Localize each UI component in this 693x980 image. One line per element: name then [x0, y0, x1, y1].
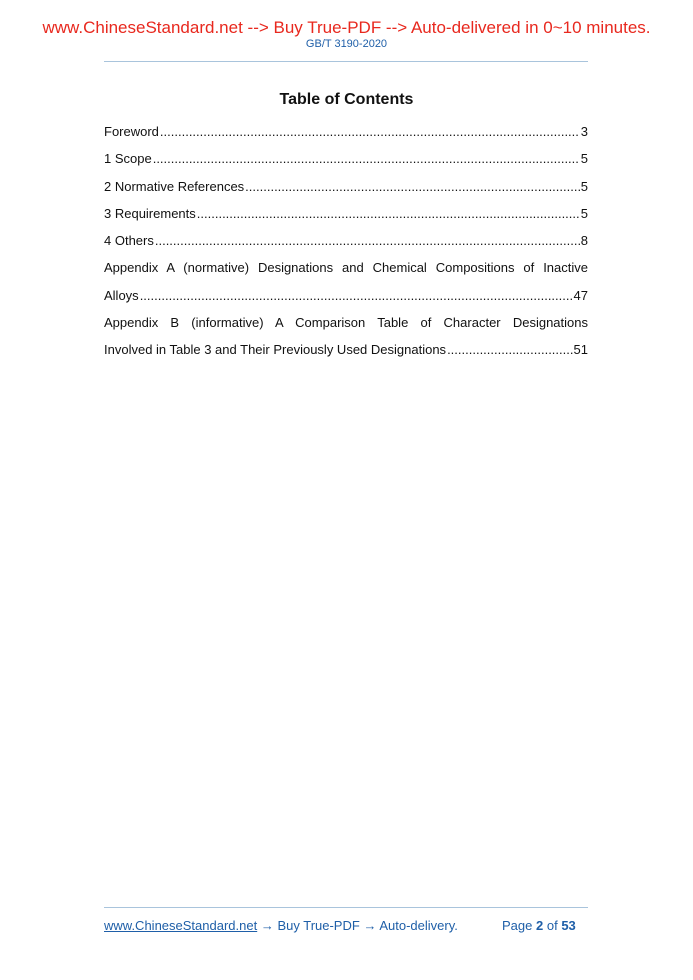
- toc-entry-normative-references[interactable]: [104, 176, 588, 203]
- auto-delivery-text: Auto-delivery.: [379, 918, 458, 933]
- arrow-right-icon: →: [363, 918, 377, 933]
- toc-entry-appendix-a-continued[interactable]: [104, 285, 588, 312]
- toc-entry-appendix-b[interactable]: [104, 312, 588, 339]
- toc-entry-others[interactable]: [104, 230, 588, 257]
- toc-entry-page: 5: [580, 178, 588, 194]
- toc-leader-dots: [447, 339, 572, 361]
- promo-banner[interactable]: www.ChineseStandard.net --> Buy True-PDF --> Auto-delivered in 0~10 minutes.: [42, 18, 651, 37]
- toc-entry-label: Involved in Table 3 and Their Previously Used Designations: [104, 342, 447, 358]
- table-of-contents: [104, 121, 588, 367]
- buy-pdf-text: Buy True-PDF: [277, 918, 360, 933]
- footer-divider: [104, 907, 588, 908]
- toc-entry-label: 2 Normative References: [104, 178, 245, 194]
- toc-leader-dots: [155, 230, 580, 252]
- toc-entry-page: 47: [573, 287, 588, 303]
- page-indicator: [502, 918, 576, 933]
- toc-leader-dots: [197, 203, 580, 225]
- toc-entry-label: Appendix B (informative) A Comparison Table of Character Designations: [104, 315, 588, 331]
- toc-entry-page: 5: [580, 151, 588, 167]
- toc-leader-dots: [153, 148, 580, 170]
- site-link[interactable]: www.ChineseStandard.net: [104, 918, 258, 933]
- current-page-number: 2: [536, 918, 544, 933]
- standard-code: GB/T 3190-2020: [305, 38, 388, 50]
- header-divider: [104, 61, 588, 62]
- toc-entry-label: 4 Others: [104, 233, 154, 249]
- toc-leader-dots: [140, 285, 573, 307]
- toc-entry-appendix-a[interactable]: [104, 257, 588, 284]
- toc-entry-page: 51: [573, 342, 588, 358]
- total-page-count: 53: [561, 918, 576, 933]
- arrow-right-icon: →: [260, 918, 274, 933]
- toc-entry-label: Alloys: [104, 287, 139, 303]
- footer-links: [104, 918, 458, 933]
- toc-entry-label: Appendix A (normative) Designations and Chemical Compositions of Inactive: [104, 260, 588, 276]
- toc-entry-scope[interactable]: [104, 148, 588, 175]
- toc-leader-dots: [245, 176, 580, 198]
- of-word: of: [546, 918, 558, 933]
- toc-entry-page: 3: [580, 124, 588, 139]
- toc-entry-foreword[interactable]: [104, 121, 588, 148]
- toc-leader-dots: [160, 121, 580, 143]
- page-word: Page: [502, 918, 533, 933]
- toc-title: Table of Contents: [279, 91, 414, 108]
- toc-entry-label: 3 Requirements: [104, 205, 196, 221]
- toc-entry-requirements[interactable]: [104, 203, 588, 230]
- toc-entry-label: Foreword: [104, 124, 159, 139]
- toc-entry-label: 1 Scope: [104, 151, 152, 167]
- toc-entry-appendix-b-continued[interactable]: [104, 339, 588, 366]
- toc-entry-page: 8: [580, 233, 588, 249]
- toc-entry-page: 5: [580, 205, 588, 221]
